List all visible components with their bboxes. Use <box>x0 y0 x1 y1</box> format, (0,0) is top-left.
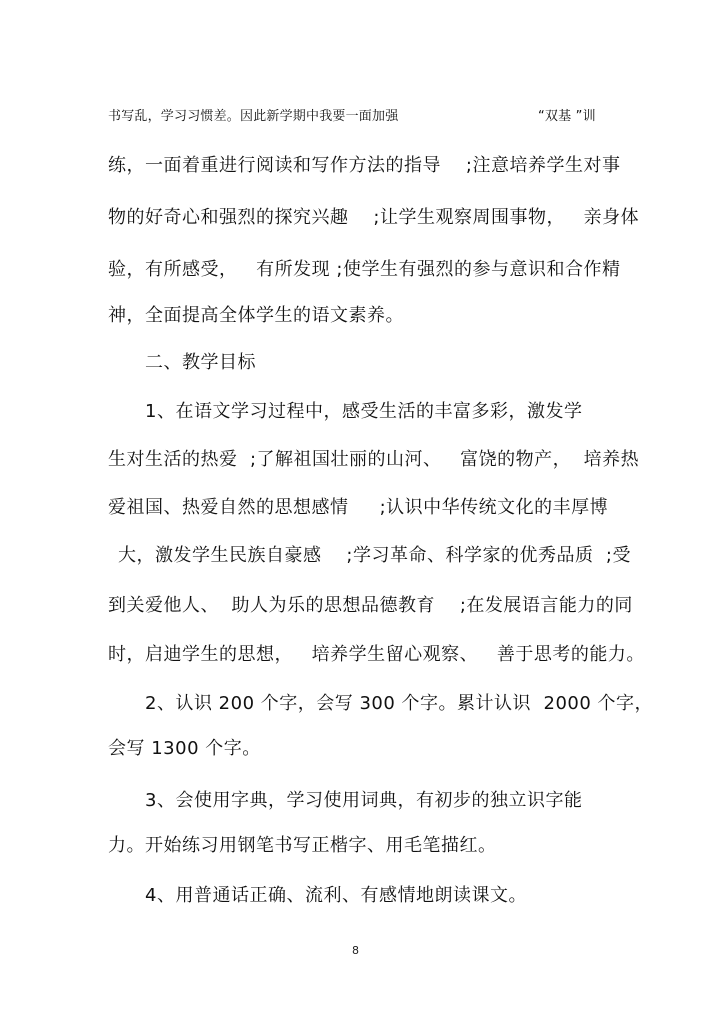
text-line-1: 书写乱，学习习惯差。因此新学期中我要一面加强 <box>108 109 399 124</box>
paragraph-2-line-1: 2、认识 200 个字，会写 300 个字。累计认识 2000 个字， <box>145 693 654 714</box>
paragraph-1-line-2: 生对生活的热爱 ;了解祖国壮丽的山河、 富饶的物产， 培养热 <box>108 449 640 470</box>
paragraph-2-line-2: 会写 1300 个字。 <box>108 738 261 759</box>
text-line-4: 验，有所感受， 有所发现 ;使学生有强烈的参与意识和合作精 <box>108 259 621 280</box>
paragraph-3-line-1: 3、会使用字典，学习使用词典，有初步的独立识字能 <box>145 790 583 811</box>
paragraph-1-line-5: 到关爱他人、 助人为乐的思想品德教育 ;在发展语言能力的同 <box>108 595 633 616</box>
paragraph-1-line-4: 大，激发学生民族自豪感 ;学习革命、科学家的优秀品质 ;受 <box>118 545 631 566</box>
paragraph-3-line-2: 力。开始练习用钢笔书写正楷字、用毛笔描红。 <box>108 835 497 856</box>
text-line-1-continued: “双基 ”训 <box>538 109 596 124</box>
text-line-3: 物的好奇心和强烈的探究兴趣 ;让学生观察周围事物， 亲身体 <box>108 207 640 228</box>
section-heading: 二、教学目标 <box>145 352 256 373</box>
paragraph-1-line-1: 1、在语文学习过程中，感受生活的丰富多彩，激发学 <box>145 401 583 422</box>
paragraph-1-line-3: 爱祖国、热爱自然的思想感情 ;认识中华传统文化的丰厚博 <box>108 497 609 518</box>
page-number: 8 <box>352 944 359 957</box>
text-line-2: 练，一面着重进行阅读和写作方法的指导 ;注意培养学生对事 <box>108 155 621 176</box>
paragraph-4-line-1: 4、用普通话正确、流利、有感情地朗读课文。 <box>145 885 527 906</box>
paragraph-1-line-6: 时，启迪学生的思想， 培养学生留心观察、 善于思考的能力。 <box>108 644 645 665</box>
text-line-5: 神，全面提高全体学生的语文素养。 <box>108 305 404 326</box>
